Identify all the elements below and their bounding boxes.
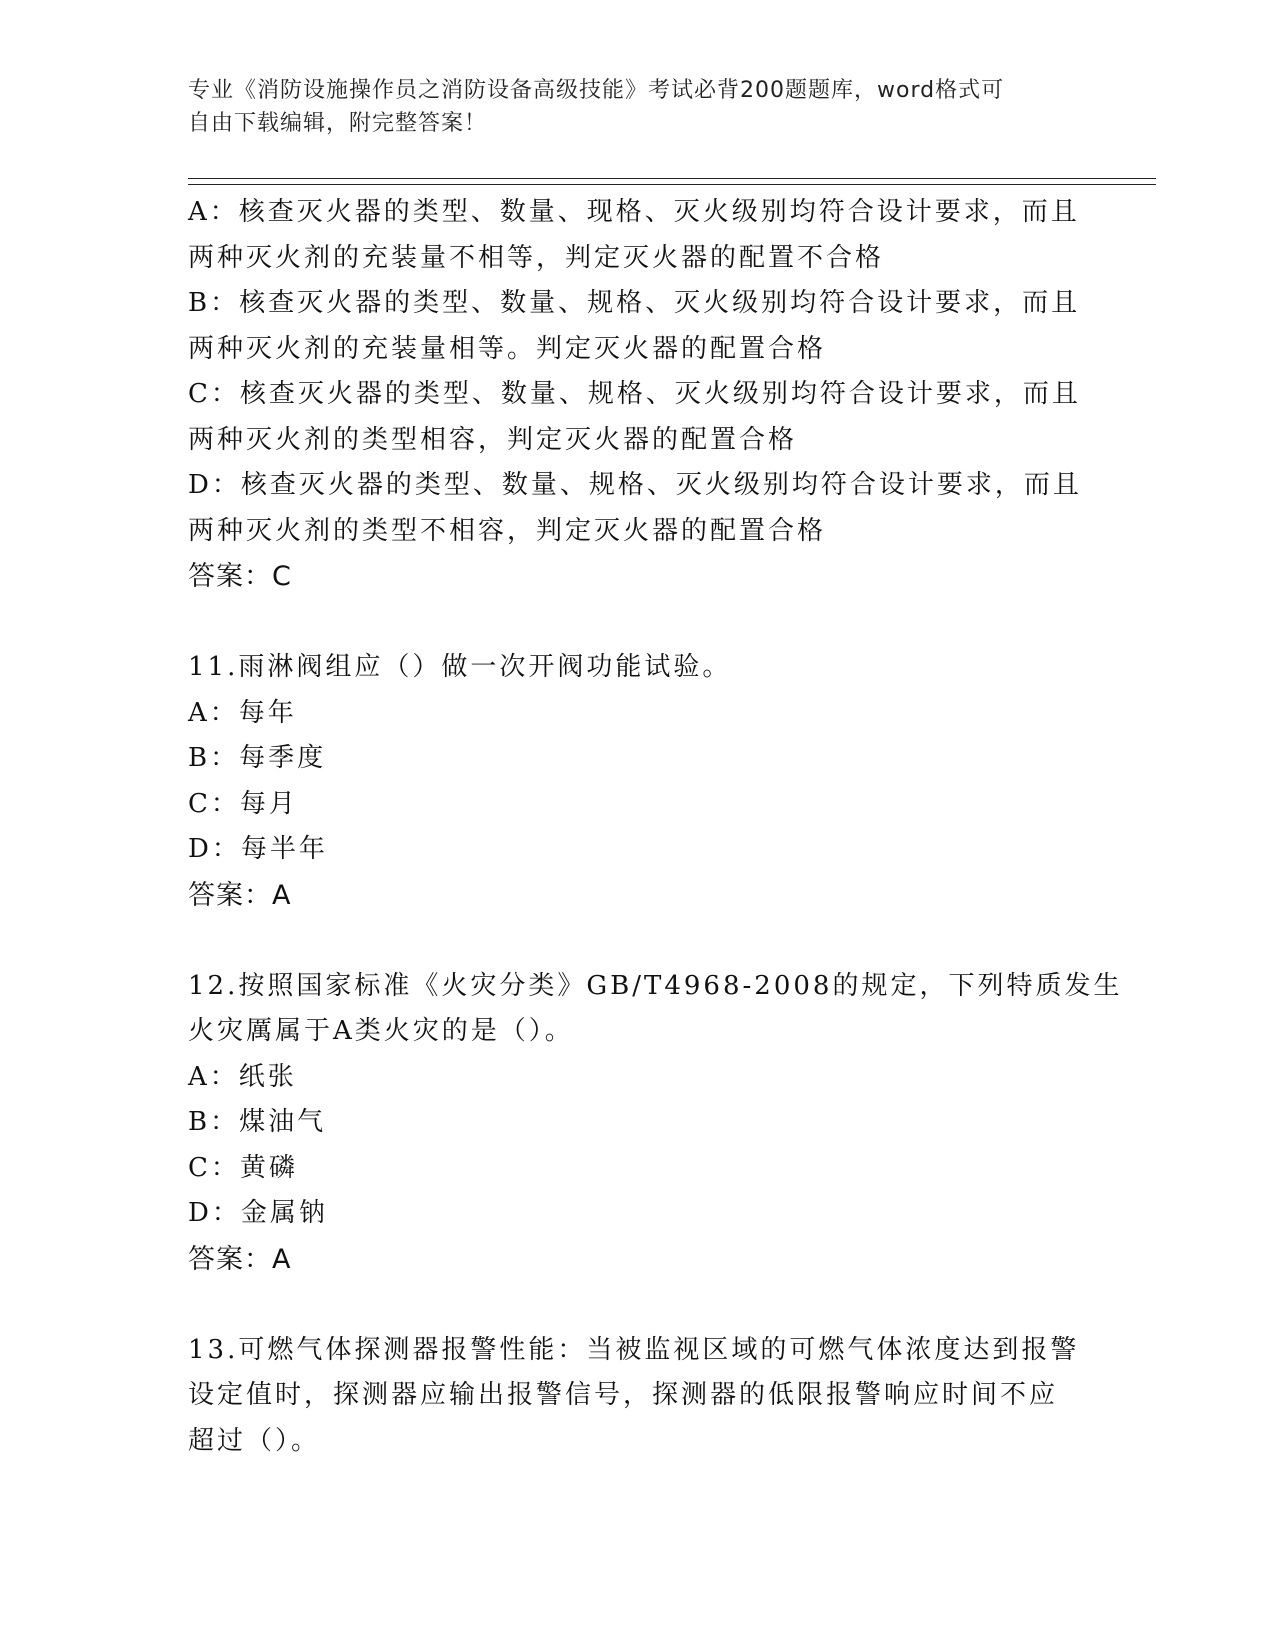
- question-stem-line-1: 13.可燃气体探测器报警性能：当被监视区域的可燃气体浓度达到报警: [188, 1334, 1080, 1365]
- document-header: [188, 74, 1068, 140]
- question-stem: 11.雨淋阀组应（）做一次开阀功能试验。: [188, 652, 732, 682]
- option-c: C：每月: [188, 788, 298, 819]
- option-d: D：每半年: [188, 834, 328, 864]
- option-c-line-1: C：核查灭火器的类型、数量、规格、灭火级别均符合设计要求，而且: [188, 379, 1081, 409]
- option-b: B：每季度: [188, 743, 327, 773]
- option-c: C：黄磷: [188, 1152, 298, 1183]
- answer: 答案：C: [188, 561, 292, 592]
- question-10-options: [188, 190, 1088, 600]
- option-a-line-1: A：核查灭火器的类型、数量、现格、灭火级别均符合设计要求，而且: [188, 197, 1080, 227]
- option-b: B：煤油气: [188, 1107, 327, 1137]
- question-12: [188, 964, 1123, 1283]
- spacer: [188, 1282, 1088, 1328]
- question-stem-line-2: 设定值时，探测器应输出报警信号，探测器的低限报警响应时间不应: [188, 1380, 1059, 1410]
- header-divider-top: [188, 178, 1156, 179]
- spacer: [188, 918, 1088, 964]
- option-b-line-2: 两种灭火剂的充装量相等。判定灭火器的配置合格: [188, 333, 827, 364]
- question-11: [188, 645, 1088, 918]
- answer: 答案：A: [188, 1243, 292, 1275]
- question-stem-line-3: 超过（）。: [188, 1425, 321, 1456]
- option-d: D：金属钠: [188, 1198, 328, 1228]
- header-divider-bottom: [188, 184, 1156, 185]
- header-line-2: 自由下载编辑，附完整答案！: [188, 111, 488, 136]
- option-a-line-2: 两种灭火剂的充装量不相等，判定灭火器的配置不合格: [188, 242, 885, 273]
- spacer: [188, 600, 1088, 646]
- option-c-line-2: 两种灭火剂的类型相容，判定灭火器的配置合格: [188, 424, 798, 455]
- option-d-line-1: D：核查灭火器的类型、数量、规格、灭火级别均符合设计要求，而且: [188, 470, 1082, 500]
- question-13: [188, 1328, 1088, 1465]
- header-line-1: 专业《消防设施操作员之消防设备高级技能》考试必背200题题库，word格式可: [188, 78, 1005, 103]
- question-stem-line-2: 火灾厲属于A类火灾的是（）。: [188, 1016, 574, 1046]
- question-stem-line-1: 12.按照国家标准《火灾分类》GB/T4968-2008的规定，下列特质发生: [188, 970, 1123, 1001]
- option-a: A：纸张: [188, 1061, 297, 1092]
- option-b-line-1: B：核查灭火器的类型、数量、规格、灭火级别均符合设计要求，而且: [188, 288, 1081, 318]
- document-body: [188, 190, 1123, 1464]
- option-d-line-2: 两种灭火剂的类型不相容，判定灭火器的配置合格: [188, 515, 827, 546]
- answer: 答案：A: [188, 879, 292, 911]
- option-a: A：每年: [188, 697, 297, 728]
